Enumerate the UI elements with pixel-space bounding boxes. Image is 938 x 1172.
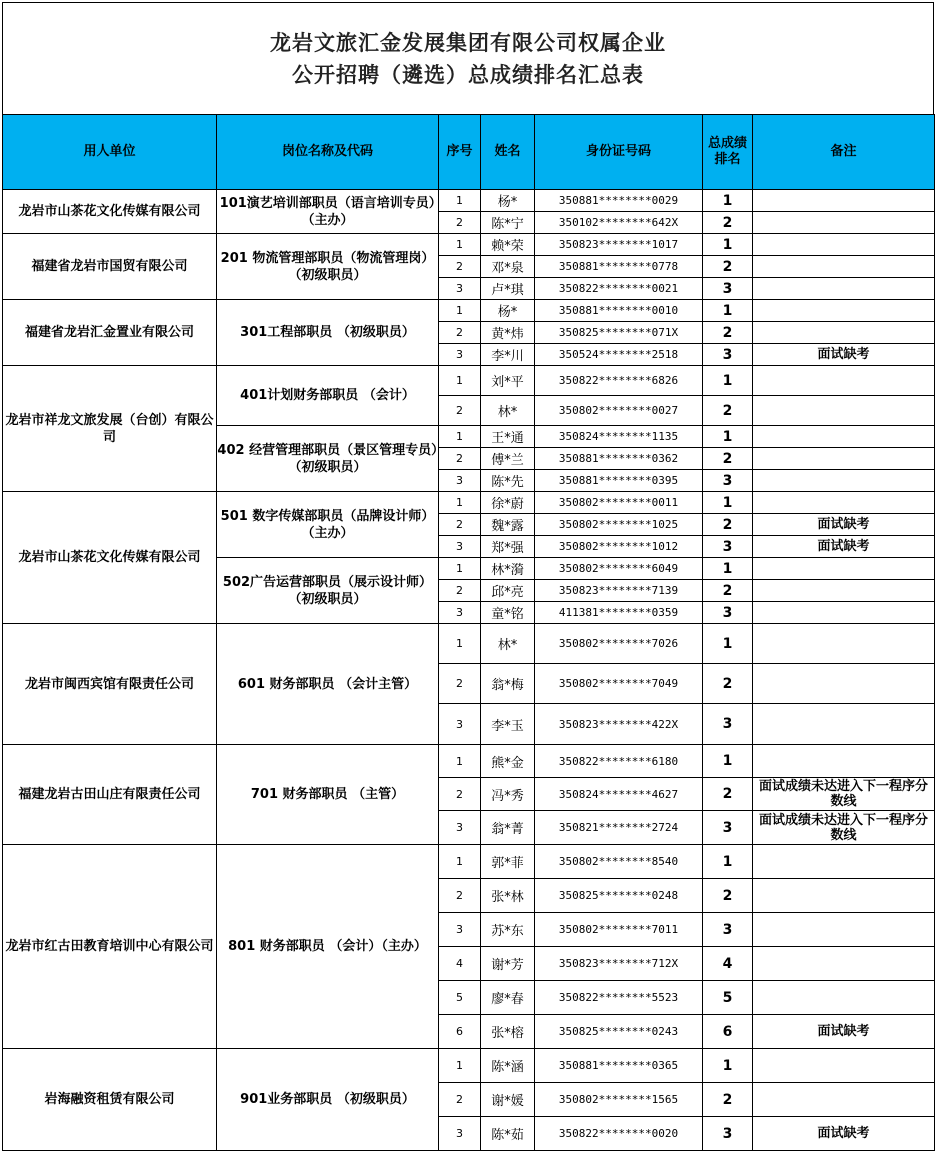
- id-number-cell: 350802********7011: [535, 913, 703, 947]
- id-number-cell: 350825********0243: [535, 1015, 703, 1049]
- rank-cell: 3: [703, 913, 753, 947]
- name-cell: 谢*媛: [481, 1083, 535, 1117]
- seq-cell: 1: [439, 558, 481, 580]
- rank-cell: 3: [703, 344, 753, 366]
- id-number-cell: 350802********0011: [535, 492, 703, 514]
- name-cell: 张*林: [481, 879, 535, 913]
- remark-cell: 面试成绩未达进入下一程序分数线: [753, 811, 935, 845]
- id-number-cell: 350824********4627: [535, 778, 703, 811]
- rank-cell: 3: [703, 811, 753, 845]
- seq-cell: 3: [439, 704, 481, 745]
- rank-cell: 1: [703, 745, 753, 778]
- rank-cell: 2: [703, 396, 753, 426]
- name-cell: 王*通: [481, 426, 535, 448]
- ranking-table: [2, 114, 935, 1151]
- id-number-cell: 350825********0248: [535, 879, 703, 913]
- rank-cell: 2: [703, 448, 753, 470]
- name-cell: 杨*: [481, 190, 535, 212]
- name-cell: 卢*琪: [481, 278, 535, 300]
- remark-cell: [753, 704, 935, 745]
- sheet-title: [2, 2, 934, 114]
- employer-cell: 龙岩市红古田教育培训中心有限公司: [3, 845, 217, 1049]
- rank-cell: 3: [703, 704, 753, 745]
- position-cell: 701 财务部职员 （主管）: [217, 745, 439, 845]
- rank-cell: 6: [703, 1015, 753, 1049]
- seq-cell: 1: [439, 1049, 481, 1083]
- header-name: 姓名: [481, 115, 535, 190]
- remark-cell: [753, 300, 935, 322]
- remark-cell: [753, 879, 935, 913]
- table-row: [3, 492, 935, 514]
- remark-cell: [753, 981, 935, 1015]
- seq-cell: 1: [439, 190, 481, 212]
- name-cell: 魏*露: [481, 514, 535, 536]
- name-cell: 苏*东: [481, 913, 535, 947]
- remark-cell: [753, 278, 935, 300]
- id-number-cell: 350881********0778: [535, 256, 703, 278]
- table-row: [3, 366, 935, 396]
- id-number-cell: 350802********7049: [535, 664, 703, 704]
- seq-cell: 3: [439, 470, 481, 492]
- header-note: 备注: [753, 115, 935, 190]
- remark-cell: [753, 322, 935, 344]
- seq-cell: 3: [439, 344, 481, 366]
- seq-cell: 1: [439, 426, 481, 448]
- id-number-cell: 350822********0020: [535, 1117, 703, 1151]
- name-cell: 冯*秀: [481, 778, 535, 811]
- id-number-cell: 350802********1012: [535, 536, 703, 558]
- name-cell: 童*铭: [481, 602, 535, 624]
- rank-cell: 1: [703, 624, 753, 664]
- remark-cell: [753, 492, 935, 514]
- name-cell: 傅*兰: [481, 448, 535, 470]
- remark-cell: [753, 190, 935, 212]
- rank-cell: 1: [703, 234, 753, 256]
- table-row: [3, 234, 935, 256]
- seq-cell: 2: [439, 212, 481, 234]
- header-id: 身份证号码: [535, 115, 703, 190]
- name-cell: 陈*先: [481, 470, 535, 492]
- name-cell: 郑*强: [481, 536, 535, 558]
- seq-cell: 2: [439, 448, 481, 470]
- remark-cell: [753, 256, 935, 278]
- seq-cell: 3: [439, 1117, 481, 1151]
- rank-cell: 2: [703, 664, 753, 704]
- position-cell: 401计划财务部职员 （会计）: [217, 366, 439, 426]
- id-number-cell: 350102********642X: [535, 212, 703, 234]
- id-number-cell: 411381********0359: [535, 602, 703, 624]
- position-cell: 402 经营管理部职员（景区管理专员）（初级职员）: [217, 426, 439, 492]
- seq-cell: 2: [439, 580, 481, 602]
- rank-cell: 1: [703, 300, 753, 322]
- employer-cell: 福建龙岩古田山庄有限责任公司: [3, 745, 217, 845]
- name-cell: 邓*泉: [481, 256, 535, 278]
- position-cell: 801 财务部职员 （会计）（主办）: [217, 845, 439, 1049]
- seq-cell: 2: [439, 322, 481, 344]
- name-cell: 翁*菁: [481, 811, 535, 845]
- id-number-cell: 350822********6180: [535, 745, 703, 778]
- rank-cell: 2: [703, 514, 753, 536]
- id-number-cell: 350802********0027: [535, 396, 703, 426]
- remark-cell: 面试缺考: [753, 1015, 935, 1049]
- id-number-cell: 350825********071X: [535, 322, 703, 344]
- remark-cell: [753, 234, 935, 256]
- remark-cell: [753, 558, 935, 580]
- employer-cell: 福建省龙岩汇金置业有限公司: [3, 300, 217, 366]
- name-cell: 刘*平: [481, 366, 535, 396]
- seq-cell: 3: [439, 536, 481, 558]
- seq-cell: 2: [439, 879, 481, 913]
- rank-cell: 2: [703, 212, 753, 234]
- name-cell: 林*: [481, 396, 535, 426]
- rank-cell: 3: [703, 278, 753, 300]
- name-cell: 林*: [481, 624, 535, 664]
- name-cell: 陈*涵: [481, 1049, 535, 1083]
- id-number-cell: 350802********6049: [535, 558, 703, 580]
- seq-cell: 2: [439, 514, 481, 536]
- seq-cell: 1: [439, 845, 481, 879]
- name-cell: 郭*菲: [481, 845, 535, 879]
- name-cell: 陈*茹: [481, 1117, 535, 1151]
- seq-cell: 2: [439, 664, 481, 704]
- id-number-cell: 350802********7026: [535, 624, 703, 664]
- seq-cell: 5: [439, 981, 481, 1015]
- seq-cell: 3: [439, 811, 481, 845]
- id-number-cell: 350821********2724: [535, 811, 703, 845]
- table-row: [3, 190, 935, 212]
- name-cell: 廖*春: [481, 981, 535, 1015]
- rank-cell: 5: [703, 981, 753, 1015]
- table-body: [3, 190, 935, 1151]
- name-cell: 陈*宁: [481, 212, 535, 234]
- id-number-cell: 350802********1025: [535, 514, 703, 536]
- employer-cell: 龙岩市祥龙文旅发展（台创）有限公司: [3, 366, 217, 492]
- remark-cell: 面试缺考: [753, 536, 935, 558]
- remark-cell: [753, 664, 935, 704]
- seq-cell: 4: [439, 947, 481, 981]
- seq-cell: 3: [439, 602, 481, 624]
- remark-cell: [753, 845, 935, 879]
- rank-cell: 2: [703, 778, 753, 811]
- remark-cell: 面试成绩未达进入下一程序分数线: [753, 778, 935, 811]
- id-number-cell: 350823********1017: [535, 234, 703, 256]
- remark-cell: [753, 212, 935, 234]
- remark-cell: 面试缺考: [753, 344, 935, 366]
- rank-cell: 1: [703, 845, 753, 879]
- employer-cell: 龙岩市山茶花文化传媒有限公司: [3, 492, 217, 624]
- remark-cell: [753, 1049, 935, 1083]
- name-cell: 李*川: [481, 344, 535, 366]
- seq-cell: 1: [439, 366, 481, 396]
- id-number-cell: 350823********422X: [535, 704, 703, 745]
- seq-cell: 2: [439, 396, 481, 426]
- name-cell: 徐*蔚: [481, 492, 535, 514]
- seq-cell: 1: [439, 492, 481, 514]
- rank-cell: 3: [703, 1117, 753, 1151]
- employer-cell: 龙岩市山茶花文化传媒有限公司: [3, 190, 217, 234]
- remark-cell: [753, 1083, 935, 1117]
- header-rank: 总成绩排名: [703, 115, 753, 190]
- name-cell: 翁*梅: [481, 664, 535, 704]
- seq-cell: 3: [439, 913, 481, 947]
- remark-cell: [753, 947, 935, 981]
- name-cell: 邱*亮: [481, 580, 535, 602]
- table-row: [3, 845, 935, 879]
- remark-cell: [753, 745, 935, 778]
- name-cell: 林*漪: [481, 558, 535, 580]
- id-number-cell: 350823********7139: [535, 580, 703, 602]
- rank-cell: 2: [703, 580, 753, 602]
- remark-cell: [753, 624, 935, 664]
- rank-cell: 2: [703, 879, 753, 913]
- seq-cell: 1: [439, 300, 481, 322]
- seq-cell: 6: [439, 1015, 481, 1049]
- rank-cell: 3: [703, 470, 753, 492]
- seq-cell: 1: [439, 234, 481, 256]
- remark-cell: 面试缺考: [753, 514, 935, 536]
- rank-cell: 3: [703, 536, 753, 558]
- remark-cell: [753, 366, 935, 396]
- name-cell: 谢*芳: [481, 947, 535, 981]
- header-post: 岗位名称及代码: [217, 115, 439, 190]
- id-number-cell: 350822********5523: [535, 981, 703, 1015]
- table-row: [3, 300, 935, 322]
- name-cell: 黄*炜: [481, 322, 535, 344]
- seq-cell: 2: [439, 256, 481, 278]
- rank-cell: 2: [703, 1083, 753, 1117]
- table-row: [3, 745, 935, 778]
- name-cell: 杨*: [481, 300, 535, 322]
- id-number-cell: 350881********0029: [535, 190, 703, 212]
- remark-cell: [753, 448, 935, 470]
- seq-cell: 3: [439, 278, 481, 300]
- id-number-cell: 350822********0021: [535, 278, 703, 300]
- table-row: [3, 1049, 935, 1083]
- id-number-cell: 350822********6826: [535, 366, 703, 396]
- rank-cell: 3: [703, 602, 753, 624]
- rank-cell: 1: [703, 558, 753, 580]
- id-number-cell: 350881********0010: [535, 300, 703, 322]
- position-cell: 301工程部职员 （初级职员）: [217, 300, 439, 366]
- remark-cell: 面试缺考: [753, 1117, 935, 1151]
- employer-cell: 岩海融资租赁有限公司: [3, 1049, 217, 1151]
- seq-cell: 2: [439, 778, 481, 811]
- position-cell: 201 物流管理部职员（物流管理岗）（初级职员）: [217, 234, 439, 300]
- rank-cell: 1: [703, 492, 753, 514]
- position-cell: 501 数字传媒部职员（品牌设计师）（主办）: [217, 492, 439, 558]
- title-line-1: 龙岩文旅汇金发展集团有限公司权属企业: [270, 30, 666, 55]
- name-cell: 熊*金: [481, 745, 535, 778]
- id-number-cell: 350881********0365: [535, 1049, 703, 1083]
- employer-cell: 福建省龙岩市国贸有限公司: [3, 234, 217, 300]
- id-number-cell: 350524********2518: [535, 344, 703, 366]
- employer-cell: 龙岩市闽西宾馆有限责任公司: [3, 624, 217, 745]
- remark-cell: [753, 913, 935, 947]
- title-line-2: 公开招聘（遴选）总成绩排名汇总表: [292, 62, 644, 87]
- rank-cell: 2: [703, 256, 753, 278]
- name-cell: 张*榕: [481, 1015, 535, 1049]
- id-number-cell: 350802********1565: [535, 1083, 703, 1117]
- position-cell: 101演艺培训部职员（语言培训专员）（主办）: [217, 190, 439, 234]
- seq-cell: 1: [439, 745, 481, 778]
- position-cell: 901业务部职员 （初级职员）: [217, 1049, 439, 1151]
- name-cell: 赖*荣: [481, 234, 535, 256]
- id-number-cell: 350802********8540: [535, 845, 703, 879]
- remark-cell: [753, 580, 935, 602]
- rank-cell: 1: [703, 190, 753, 212]
- header-seq: 序号: [439, 115, 481, 190]
- remark-cell: [753, 396, 935, 426]
- rank-cell: 2: [703, 322, 753, 344]
- id-number-cell: 350824********1135: [535, 426, 703, 448]
- position-cell: 601 财务部职员 （会计主管）: [217, 624, 439, 745]
- rank-cell: 1: [703, 1049, 753, 1083]
- id-number-cell: 350881********0362: [535, 448, 703, 470]
- name-cell: 李*玉: [481, 704, 535, 745]
- rank-cell: 4: [703, 947, 753, 981]
- rank-cell: 1: [703, 426, 753, 448]
- remark-cell: [753, 470, 935, 492]
- seq-cell: 2: [439, 1083, 481, 1117]
- position-cell: 502广告运营部职员（展示设计师）（初级职员）: [217, 558, 439, 624]
- id-number-cell: 350881********0395: [535, 470, 703, 492]
- header-unit: 用人单位: [3, 115, 217, 190]
- remark-cell: [753, 426, 935, 448]
- table-row: [3, 624, 935, 664]
- seq-cell: 1: [439, 624, 481, 664]
- remark-cell: [753, 602, 935, 624]
- id-number-cell: 350823********712X: [535, 947, 703, 981]
- header-row: [3, 115, 935, 190]
- rank-cell: 1: [703, 366, 753, 396]
